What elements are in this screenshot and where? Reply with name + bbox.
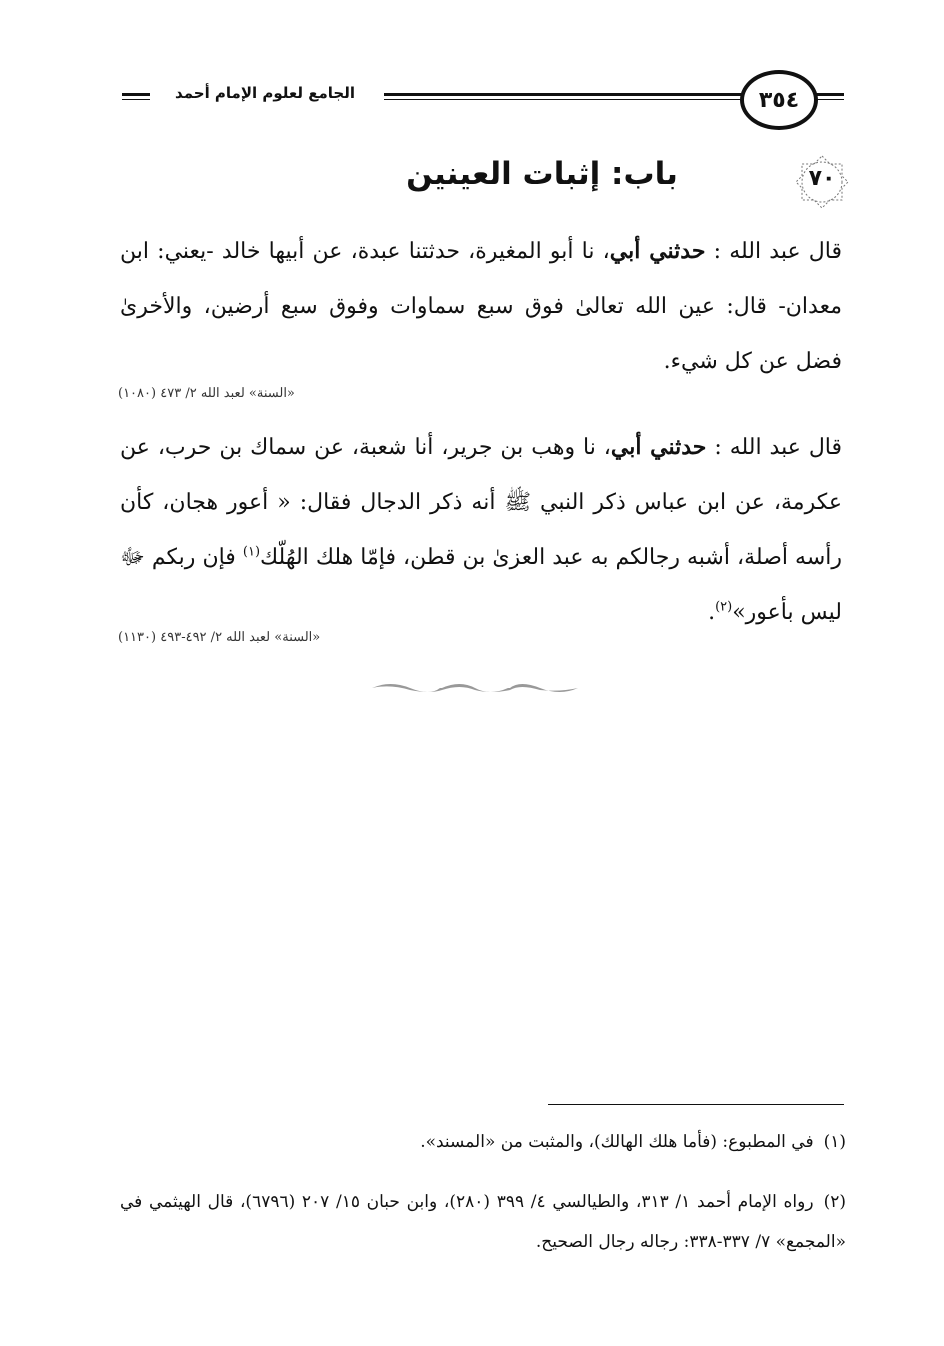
- footnote-2-marker: (٢): [823, 1192, 846, 1212]
- narration-1-lead: قال عبد الله :: [705, 239, 843, 264]
- chapter-title: باب: إثبات العينين: [406, 156, 678, 192]
- footnote-2-text: رواه الإمام أحمد ١/ ٣١٣، والطيالسي ٤/ ٣٩٩ (٢٨٠)، وابن حبان ١٥/ ٢٠٧ (٦٧٩٦)، قال الهيثمي في «المجمع» ٧/ ٣٣٧-٣٣٨: رجاله رجال الصحيح.: [120, 1192, 846, 1252]
- narration-1-bold: حدثني أبي: [609, 238, 706, 264]
- narration-1-text: ، نا أبو المغيرة، حدثتنا عبدة، عن أبيها خالد -يعني: ابن معدان- قال: عين الله تعالىٰ فوق سبع سماوات وفوق سبع أرضين، والأخرىٰ فضل عن كل شيء.: [120, 239, 842, 374]
- narration-2: [120, 420, 842, 640]
- footnote-1-text: في المطبوع: (فأما هلك الهالك)، والمثبت من «المسند».: [420, 1132, 814, 1152]
- narration-2-text-end: .: [708, 600, 716, 625]
- narration-2-bold: حدثني أبي: [610, 434, 707, 460]
- page-number: [740, 70, 818, 130]
- footnote-2: [120, 1182, 846, 1262]
- running-title: الجامع لعلوم الإمام أحمد: [150, 84, 380, 102]
- narration-2-text-a: ، نا وهب بن جرير، أنا شعبة، عن سماك بن حرب، عن عكرمة، عن ابن عباس ذكر النبي ﷺ أنه ذكر الدجال فقال: « أعور هجان، كأن رأسه أصلة، أشبه رجالكم به عبد العزىٰ بن قطن، فإمّا هلك الهُلّك: [120, 435, 842, 570]
- footnote-ref-2[interactable]: (٢): [715, 599, 733, 615]
- narration-2-lead: قال عبد الله :: [706, 435, 843, 460]
- narration-2-text-b: فإن ربكم ﷻ ليس بأعور»: [120, 545, 842, 625]
- footnote-separator: [548, 1104, 844, 1105]
- section-divider-icon: [370, 680, 580, 696]
- footnote-1: [120, 1122, 846, 1162]
- chapter-number: ٧٠: [808, 166, 836, 191]
- footnote-1-marker: (١): [823, 1132, 846, 1152]
- narration-1: [120, 224, 842, 389]
- narration-2-source: «السنة» لعبد الله ٢/ ٤٩٢-٤٩٣ (١١٣٠): [118, 630, 321, 645]
- header-rule-right: [814, 93, 844, 100]
- header-rule-middle: [384, 93, 742, 100]
- footnote-ref-1[interactable]: (١): [242, 544, 261, 560]
- narration-1-source: «السنة» لعبد الله ٢/ ٤٧٣ (١٠٨٠): [118, 386, 295, 401]
- page-number-text: ٣٥٤: [758, 87, 800, 113]
